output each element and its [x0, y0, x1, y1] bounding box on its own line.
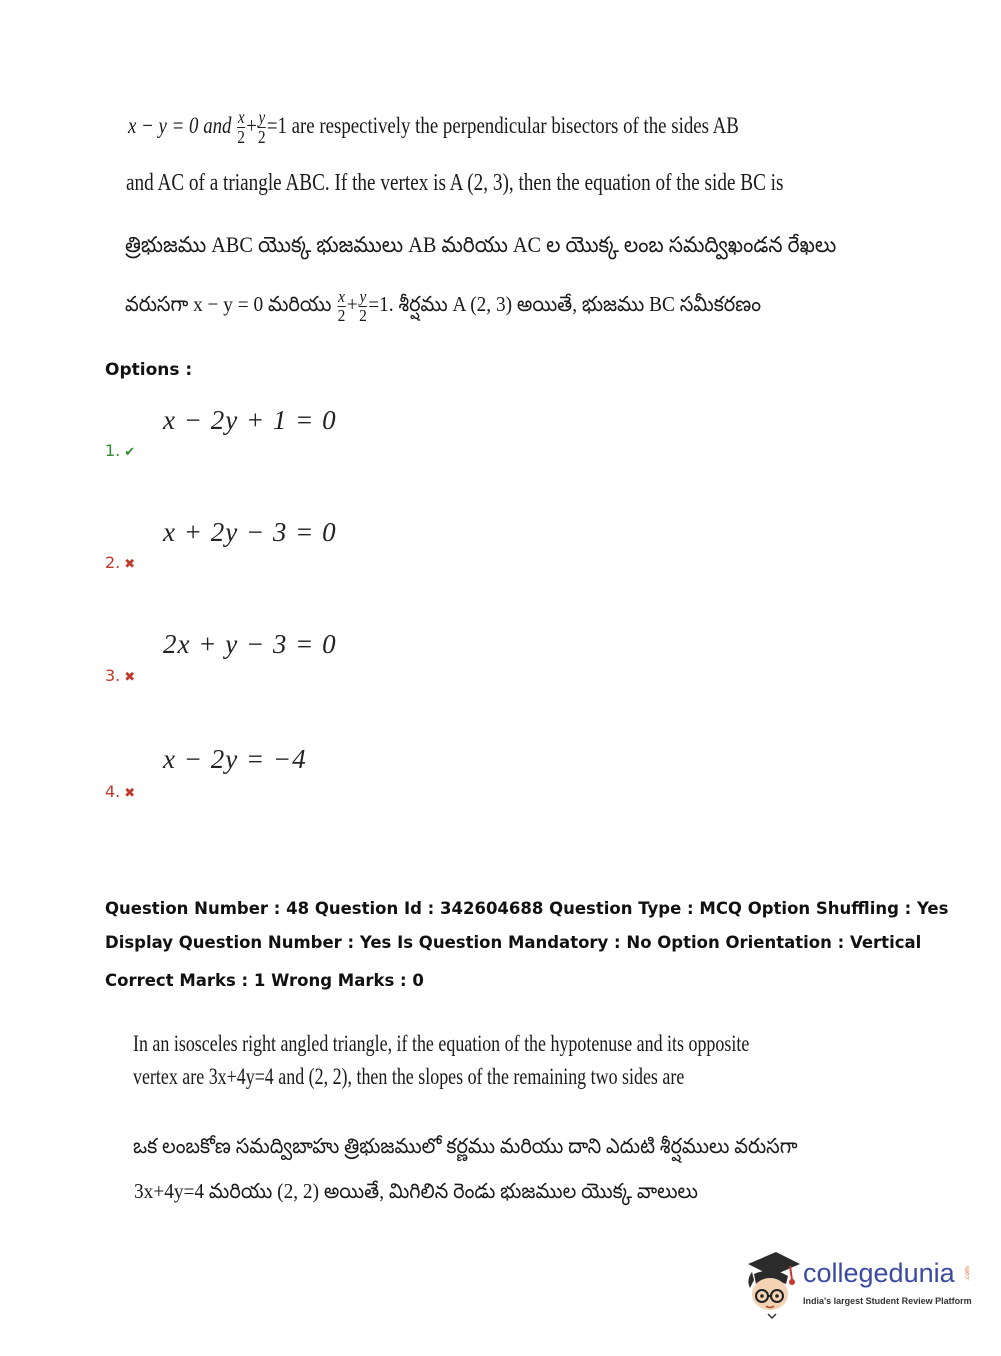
options-label: Options :: [105, 360, 193, 380]
q47-line1-prefix: x − y = 0 and: [128, 113, 237, 139]
question-48-telugu-line-2: 3x+4y=4 మరియు (2, 2) అయితే, మిగిలిన రెండు భుజముల యొక్క వాలులు: [134, 1179, 698, 1203]
wrong-cross-icon: ✖: [124, 786, 136, 801]
option-4-number: 4. ✖: [105, 782, 136, 801]
logo-tagline: India's largest Student Review Platform: [803, 1296, 972, 1306]
option-1-number: 1. ✔: [105, 441, 136, 460]
question-48-telugu-line-1: ఒక లంబకోణ సమద్విబాహు త్రిభుజములో కర్ణము మరియు దాని ఎదుటి శీర్షములు వరుసగా: [133, 1134, 798, 1158]
student-mascot-icon: [742, 1250, 802, 1320]
wrong-cross-icon: ✖: [124, 670, 136, 685]
question-48-line-1: In an isosceles right angled triangle, if the equation of the hypotenuse and its opposite: [133, 1031, 750, 1056]
question-meta-line-1: Question Number : 48 Question Id : 342604688 Question Type : MCQ Option Shuffling : Yes: [105, 899, 949, 918]
fraction-x-over-2-te: $\frac{x}{2}$: [337, 287, 346, 325]
q47-te-line2-prefix: వరుసగా x − y = 0 మరియు: [125, 291, 337, 316]
logo-name: collegedunia: [803, 1258, 955, 1288]
question-line-1: x − y = 0 and $\frac{x}{2}$ + $\frac{y}{2}$ =1 are respectively the perpendicular bisectors of the sides AB: [128, 107, 739, 148]
question-telugu-line-1: త్రిభుజము ABC యొక్క భుజములు AB మరియు AC ల యొక్క లంబ సమద్విఖండన రేఖలు: [125, 232, 837, 257]
option-4-equation: x − 2y = −4: [163, 744, 307, 774]
fraction-y-over-2-te: $\frac{y}{2}$: [359, 287, 367, 325]
q47-te-line2-suffix: =1. శీర్షము A (2, 3) అయితే, భుజము BC సమీకరణం: [368, 291, 762, 316]
option-2-number: 2. ✖: [105, 553, 136, 572]
logo-suffix: .com: [963, 1266, 971, 1281]
collegedunia-logo[interactable]: [742, 1250, 972, 1320]
option-3-equation: 2x + y − 3 = 0: [163, 629, 337, 659]
fraction-y-over-2: $\frac{y}{2}$: [258, 107, 266, 148]
option-2-equation: x + 2y − 3 = 0: [163, 517, 337, 547]
wrong-cross-icon: ✖: [124, 557, 136, 572]
option-3-number: 3. ✖: [105, 666, 136, 685]
option-1-equation: x − 2y + 1 = 0: [163, 405, 337, 435]
question-48-line-2: vertex are 3x+4y=4 and (2, 2), then the slopes of the remaining two sides are: [133, 1064, 685, 1089]
question-meta-line-2: Display Question Number : Yes Is Question Mandatory : No Option Orientation : Vertical: [105, 933, 922, 952]
question-telugu-line-2: వరుసగా x − y = 0 మరియు $\frac{x}{2}$ + $\frac{y}{2}$ =1. శీర్షము A (2, 3) అయితే, భుజము BC సమీకరణం: [125, 287, 762, 325]
correct-check-icon: ✔: [124, 445, 136, 460]
q47-line1-suffix: =1 are respectively the perpendicular bisectors of the sides AB: [266, 113, 739, 139]
question-line-2: and AC of a triangle ABC. If the vertex is A (2, 3), then the equation of the side BC is: [126, 170, 784, 196]
fraction-x-over-2: $\frac{x}{2}$: [237, 107, 245, 148]
question-meta-line-3: Correct Marks : 1 Wrong Marks : 0: [105, 971, 424, 990]
